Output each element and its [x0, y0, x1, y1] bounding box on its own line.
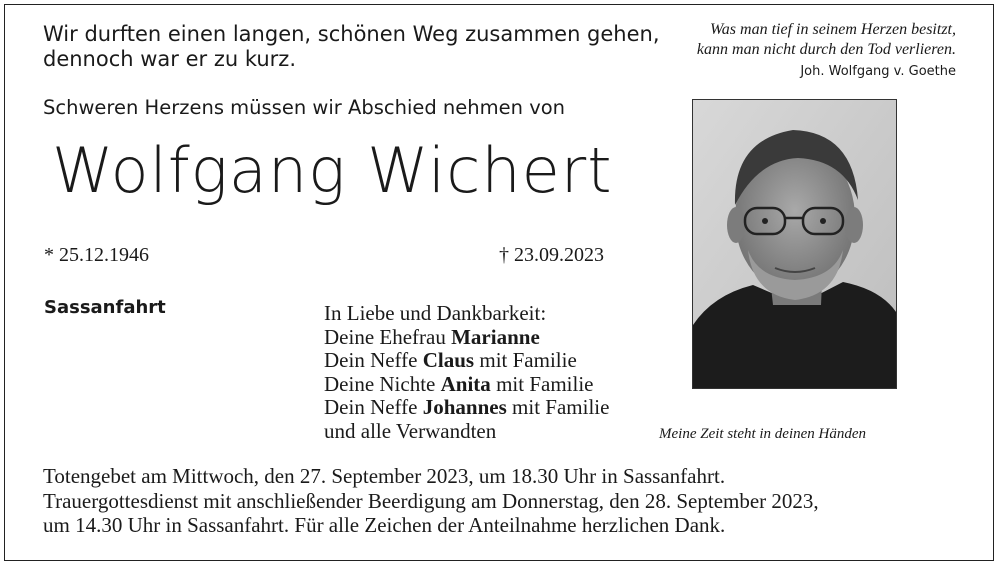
mourner-line: Deine Nichte Anita mit Familie	[324, 371, 594, 396]
footer-line: um 14.30 Uhr in Sassanfahrt. Für alle Zeichen der Anteilnahme herzlichen Dank.	[43, 513, 726, 537]
quote-author: Joh. Wolfgang v. Goethe	[800, 64, 956, 79]
footer-line: Totengebet am Mittwoch, den 27. September 2023, um 18.30 Uhr in Sassanfahrt.	[43, 464, 726, 488]
mourners-list	[324, 302, 609, 443]
mourner-line: Dein Neffe Claus mit Familie	[324, 348, 577, 372]
intro-line: Wir durften einen langen, schönen Weg zusammen gehen,	[43, 22, 660, 46]
photo-caption: Meine Zeit steht in deinen Händen	[659, 426, 867, 442]
mourner-line: und alle Verwandten	[324, 418, 497, 443]
service-details	[43, 464, 819, 538]
deceased-name: Wolfgang Wichert	[52, 134, 613, 207]
intro-text	[43, 22, 660, 72]
birth-date: * 25.12.1946	[44, 244, 149, 266]
hometown: Sassanfahrt	[44, 297, 166, 318]
death-date: † 23.09.2023	[499, 244, 604, 266]
mourner-line: Deine Ehefrau Marianne	[324, 324, 540, 349]
portrait-photo	[692, 99, 897, 389]
lead-text: Schweren Herzens müssen wir Abschied nehmen von	[43, 96, 566, 119]
mourner-line: Dein Neffe Johannes mit Familie	[324, 395, 610, 419]
quote-line: kann man nicht durch den Tod verlieren.	[696, 41, 956, 58]
footer-line: Trauergottesdienst mit anschließender Beerdigung am Donnerstag, den 28. September 2023,	[43, 488, 819, 513]
intro-line: dennoch war er zu kurz.	[43, 47, 296, 71]
quote-line: Was man tief in seinem Herzen besitzt,	[709, 21, 956, 38]
quote-block	[697, 20, 956, 60]
mourner-line: In Liebe und Dankbarkeit:	[324, 301, 547, 325]
